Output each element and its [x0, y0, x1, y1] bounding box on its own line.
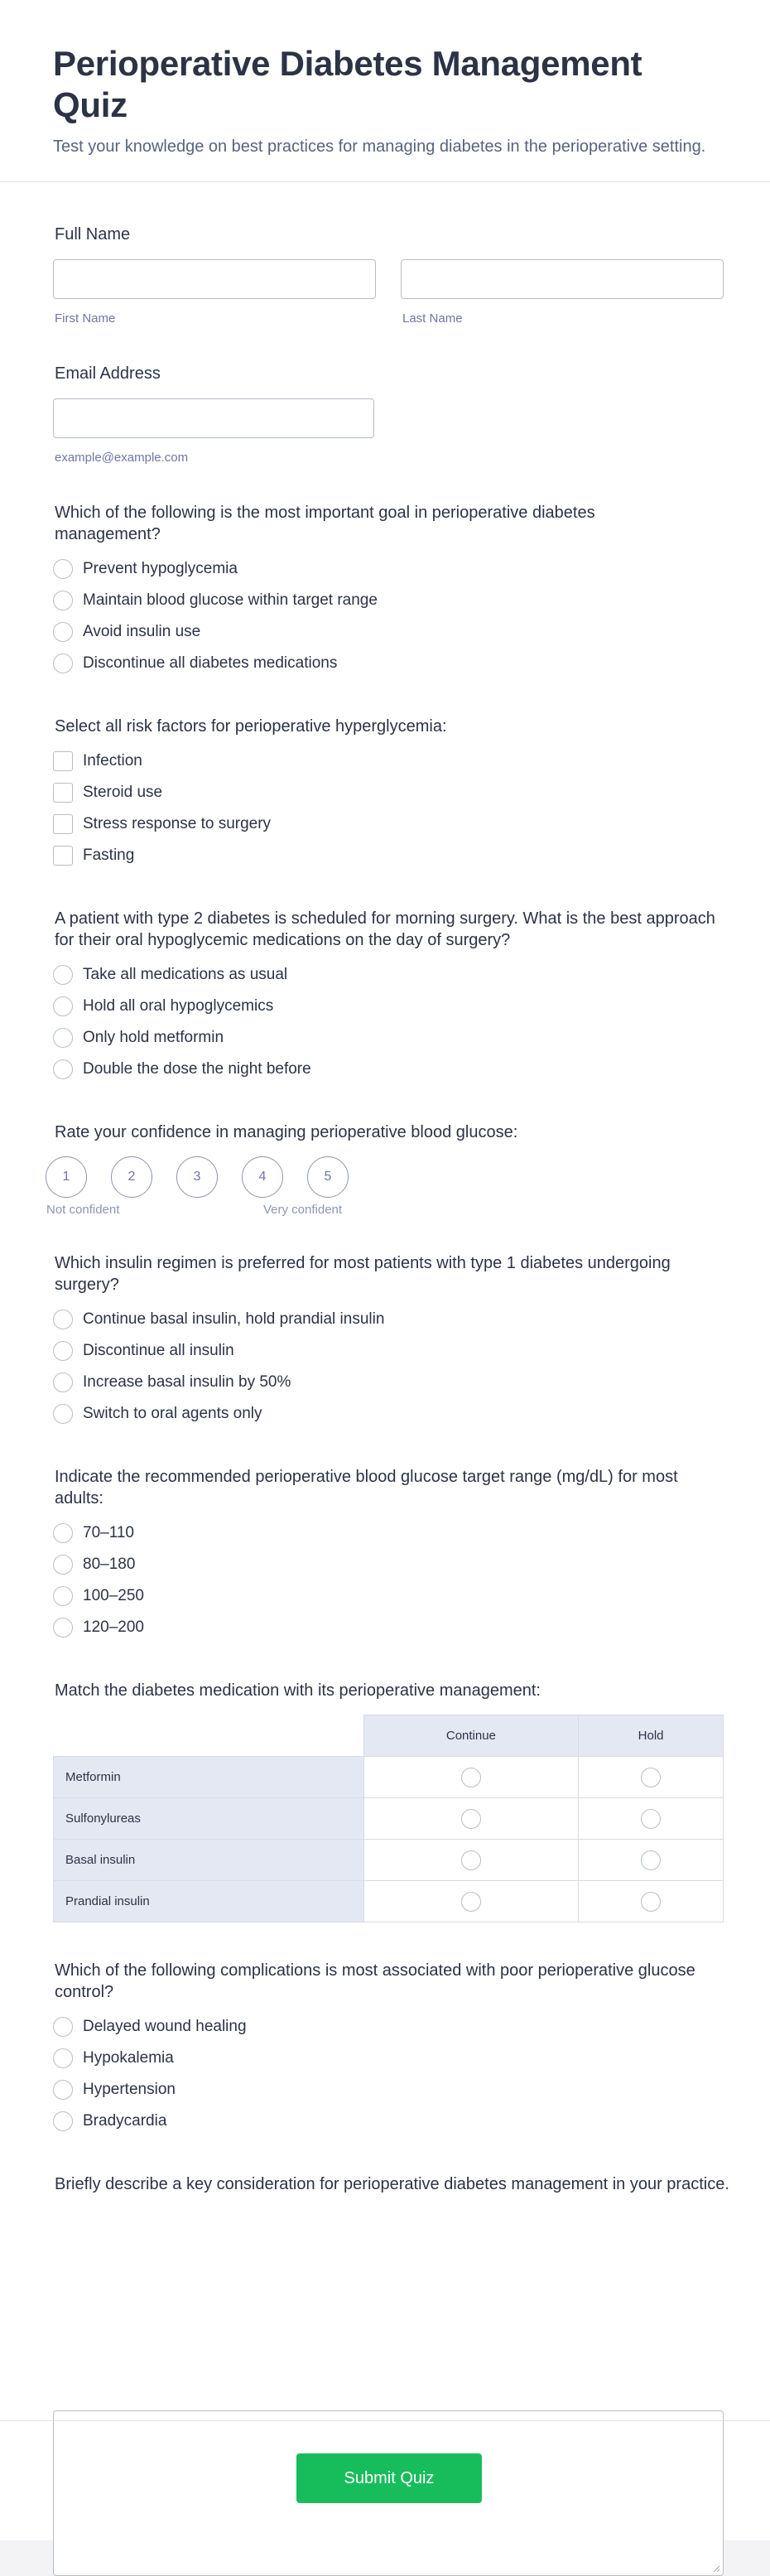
- submit-button[interactable]: Submit Quiz: [296, 2453, 482, 2503]
- email-sublabel: example@example.com: [55, 451, 189, 465]
- table-row: [54, 1840, 724, 1881]
- scale-low-label: Not confident: [46, 1203, 120, 1217]
- q1-option[interactable]: Discontinue all diabetes medications: [53, 653, 378, 674]
- matrix-cell[interactable]: [579, 1840, 724, 1881]
- matrix-table: [53, 1715, 724, 1922]
- q5-label: Which insulin regimen is preferred for most patients with type 1 diabetes undergoing surgery?: [55, 1254, 671, 1294]
- radio-button[interactable]: [641, 1809, 661, 1829]
- matrix-row-label: Metformin: [54, 1757, 364, 1798]
- radio-button[interactable]: [53, 2048, 73, 2068]
- q6-option[interactable]: 100–250: [53, 1585, 144, 1607]
- q6-option[interactable]: 70–110: [53, 1522, 144, 1544]
- q8-option[interactable]: Bradycardia: [53, 2110, 247, 2132]
- radio-button[interactable]: [53, 965, 73, 985]
- radio-button[interactable]: [461, 1892, 481, 1912]
- matrix-cell[interactable]: [363, 1798, 579, 1840]
- radio-button[interactable]: [53, 622, 73, 642]
- rating-option-1[interactable]: 1: [46, 1156, 87, 1198]
- page-title: Perioperative Diabetes Management Quiz: [53, 44, 642, 124]
- matrix-column-header: Continue: [363, 1715, 579, 1757]
- q2-option[interactable]: Infection: [53, 750, 271, 772]
- matrix-cell[interactable]: [363, 1881, 579, 1922]
- radio-button[interactable]: [53, 1586, 73, 1606]
- footer-divider: [0, 2420, 770, 2421]
- radio-button[interactable]: [641, 1850, 661, 1870]
- q3-label: A patient with type 2 diabetes is scheduled for morning surgery. What is the best approach for their oral hypoglycemic medications on the day of surgery?: [55, 909, 715, 949]
- q8-label: Which of the following complications is most associated with poor perioperative glucose control?: [55, 1961, 695, 2001]
- matrix-column-header: Hold: [579, 1715, 724, 1757]
- rating-option-3[interactable]: 3: [176, 1156, 218, 1198]
- q6-label: Indicate the recommended perioperative blood glucose target range (mg/dL) for most adults:: [55, 1468, 678, 1507]
- table-row: [54, 1881, 724, 1922]
- q7-label: Match the diabetes medication with its perioperative management:: [55, 1681, 541, 1700]
- radio-button[interactable]: [53, 1555, 73, 1575]
- q2-option[interactable]: Fasting: [53, 845, 271, 866]
- matrix-row-label: Basal insulin: [54, 1840, 364, 1881]
- radio-button[interactable]: [53, 1028, 73, 1048]
- rating-option-2[interactable]: 2: [111, 1156, 152, 1198]
- scale-high-label: Very confident: [263, 1203, 343, 1217]
- radio-button[interactable]: [53, 1372, 73, 1392]
- first-name-sublabel: First Name: [55, 311, 116, 326]
- q3-option[interactable]: Take all medications as usual: [53, 964, 311, 986]
- q1-option[interactable]: Prevent hypoglycemia: [53, 558, 378, 580]
- radio-button[interactable]: [461, 1768, 481, 1787]
- form-header: [0, 0, 770, 182]
- q8-option[interactable]: Hypokalemia: [53, 2048, 247, 2069]
- radio-button[interactable]: [641, 1768, 661, 1787]
- q1-option[interactable]: Avoid insulin use: [53, 621, 378, 643]
- q2-options: [53, 750, 271, 866]
- radio-button[interactable]: [53, 996, 73, 1016]
- q3-option[interactable]: Hold all oral hypoglycemics: [53, 996, 311, 1017]
- matrix-corner: [54, 1715, 364, 1757]
- q8-options: [53, 2016, 247, 2132]
- radio-button[interactable]: [53, 1341, 73, 1361]
- table-row: [54, 1798, 724, 1840]
- q1-label: Which of the following is the most important goal in perioperative diabetes management?: [55, 504, 595, 543]
- q1-options: [53, 558, 378, 674]
- matrix-cell[interactable]: [363, 1757, 579, 1798]
- radio-button[interactable]: [53, 654, 73, 673]
- radio-button[interactable]: [53, 1059, 73, 1079]
- radio-button[interactable]: [53, 2080, 73, 2100]
- q2-option[interactable]: Stress response to surgery: [53, 813, 271, 835]
- q5-options: [53, 1309, 384, 1425]
- first-name-input[interactable]: [53, 259, 376, 299]
- page-subtitle: Test your knowledge on best practices for managing diabetes in the perioperative setting.: [53, 137, 706, 156]
- q5-option[interactable]: Switch to oral agents only: [53, 1403, 384, 1425]
- radio-button[interactable]: [461, 1809, 481, 1829]
- q3-options: [53, 964, 311, 1080]
- q3-option[interactable]: Double the dose the night before: [53, 1059, 311, 1080]
- full-name-label: Full Name: [55, 225, 131, 244]
- last-name-input[interactable]: [401, 259, 724, 299]
- matrix-cell[interactable]: [579, 1881, 724, 1922]
- q5-option[interactable]: Discontinue all insulin: [53, 1340, 384, 1362]
- q6-option[interactable]: 80–180: [53, 1554, 144, 1575]
- email-label: Email Address: [55, 364, 161, 383]
- radio-button[interactable]: [53, 1618, 73, 1638]
- resize-grip-icon[interactable]: [712, 2564, 720, 2573]
- radio-button[interactable]: [53, 2017, 73, 2037]
- email-field[interactable]: [53, 398, 374, 438]
- checkbox[interactable]: [53, 814, 73, 834]
- radio-button[interactable]: [53, 2111, 73, 2131]
- q1-option[interactable]: Maintain blood glucose within target range: [53, 590, 378, 611]
- checkbox[interactable]: [53, 783, 73, 803]
- q9-label: Briefly describe a key consideration for perioperative diabetes management in your practice.: [55, 2175, 729, 2193]
- radio-button[interactable]: [53, 591, 73, 610]
- radio-button[interactable]: [461, 1850, 481, 1870]
- table-row: [54, 1757, 724, 1798]
- q5-option[interactable]: Increase basal insulin by 50%: [53, 1372, 384, 1393]
- q2-option[interactable]: Steroid use: [53, 782, 271, 803]
- q6-option[interactable]: 120–200: [53, 1617, 144, 1638]
- rating-option-4[interactable]: 4: [242, 1156, 283, 1198]
- last-name-sublabel: Last Name: [402, 311, 463, 326]
- matrix-row-label: Prandial insulin: [54, 1881, 364, 1922]
- checkbox[interactable]: [53, 751, 73, 771]
- q8-option[interactable]: Delayed wound healing: [53, 2016, 247, 2038]
- matrix-cell[interactable]: [579, 1757, 724, 1798]
- q2-label: Select all risk factors for perioperative hyperglycemia:: [55, 717, 447, 736]
- matrix-cell[interactable]: [363, 1840, 579, 1881]
- radio-button[interactable]: [53, 1523, 73, 1543]
- matrix-header-row: [54, 1715, 724, 1757]
- q4-label: Rate your confidence in managing perioperative blood glucose:: [55, 1123, 518, 1141]
- radio-button[interactable]: [53, 1310, 73, 1329]
- q6-options: [53, 1522, 144, 1638]
- radio-button[interactable]: [641, 1892, 661, 1912]
- q8-option[interactable]: Hypertension: [53, 2079, 247, 2101]
- q3-option[interactable]: Only hold metformin: [53, 1027, 311, 1049]
- q5-option[interactable]: Continue basal insulin, hold prandial insulin: [53, 1309, 384, 1330]
- radio-button[interactable]: [53, 1404, 73, 1424]
- rating-option-5[interactable]: 5: [307, 1156, 349, 1198]
- matrix-row-label: Sulfonylureas: [54, 1798, 364, 1840]
- radio-button[interactable]: [53, 559, 73, 579]
- matrix-cell[interactable]: [579, 1798, 724, 1840]
- checkbox[interactable]: [53, 846, 73, 866]
